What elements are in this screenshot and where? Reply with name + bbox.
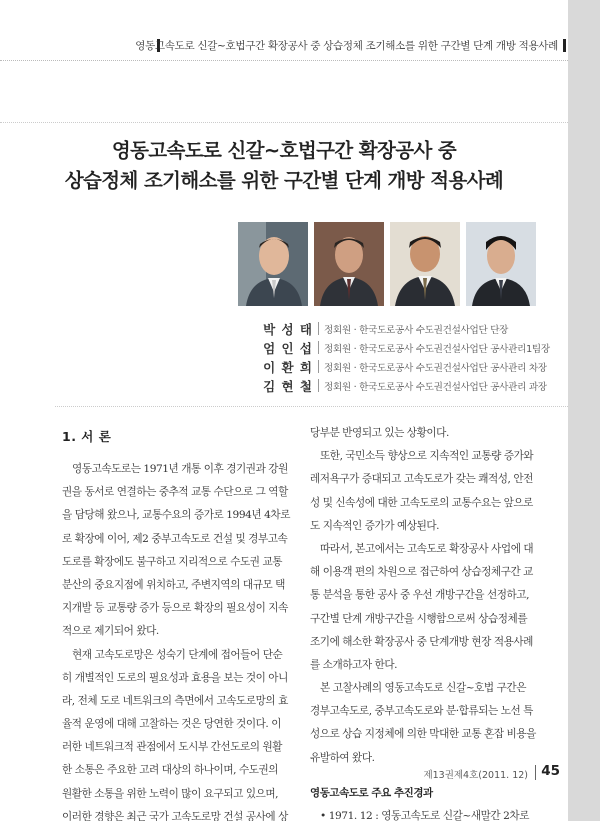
author-photo-1 — [238, 222, 308, 306]
author-separator — [318, 379, 319, 392]
author-row — [0, 339, 568, 357]
section-heading: 1. 서 론 — [62, 429, 112, 444]
body-column-left — [62, 428, 294, 821]
title-line-1: 영동고속도로 신갈~호법구간 확장공사 중 — [111, 139, 457, 162]
author-separator — [318, 360, 319, 373]
author-photo-4 — [466, 222, 536, 306]
text-line: 율적 운영에 대해 고찰하는 것은 당연한 것이다. 이 — [62, 718, 282, 731]
author-affiliation: 정회원 · 한국도로공사 수도권건설사업단 단장 — [324, 325, 509, 336]
text-line: 도 지속적인 증가가 예상된다. — [310, 519, 440, 532]
text-line: 를 소개하고자 한다. — [310, 658, 398, 671]
page-number: 45 — [541, 763, 560, 779]
author-affiliation: 정회원 · 한국도로공사 수도권건설사업단 공사관리 차장 — [324, 363, 547, 374]
text-line: 히 개별적인 도로의 필요성과 효용을 보는 것이 아니 — [62, 671, 288, 684]
footer-separator — [535, 765, 536, 780]
page-footer — [360, 764, 560, 780]
text-line: 라, 전체 도로 네트워크의 측면에서 고속도로망의 효 — [62, 694, 288, 707]
header-rule — [0, 60, 568, 61]
author-name: 김 현 철 — [263, 379, 313, 394]
article-title — [0, 122, 568, 204]
body-column-right — [310, 422, 542, 821]
text-line: 레저욕구가 증대되고 고속도로가 갖는 쾌적성, 안전 — [310, 473, 533, 486]
author-photos — [238, 222, 538, 306]
text-line: 로 확장에 이어, 제2 중부고속도로 건설 및 경부고속 — [62, 532, 288, 545]
text-line: 분산의 중요지점에 위치하고, 주변지역의 대규모 택 — [62, 578, 285, 591]
author-separator — [318, 322, 319, 335]
sub-heading: 영동고속도로 주요 추진경과 — [310, 786, 433, 799]
text-line: 구간별 단계 개방구간을 시행함으로써 상습정체를 — [310, 612, 528, 625]
author-separator — [318, 341, 319, 354]
author-affiliation: 정회원 · 한국도로공사 수도권건설사업단 공사관리1팀장 — [324, 344, 550, 355]
timeline-list — [310, 805, 542, 821]
text-line: 조기에 해소한 확장공사 중 단계개방 현장 적용사례 — [310, 635, 533, 648]
text-line: 원활한 소통을 위한 노력이 많이 요구되고 있으며, — [62, 787, 279, 800]
text-line: 해 이용객 편의 차원으로 접근하여 상습정체구간 교 — [310, 566, 533, 579]
running-header — [0, 30, 568, 60]
text-line: 지개발 등 교통량 증가 등으로 확장의 필요성이 지속 — [62, 602, 288, 615]
text-line: 경부고속도로, 중부고속도로와 분·합류되는 노선 특 — [310, 705, 533, 718]
text-line: 유발하여 왔다. — [310, 751, 375, 764]
section-divider — [55, 406, 568, 407]
text-line: 을 담당해 왔으나, 교통수요의 증가로 1994년 4차로 — [62, 509, 290, 522]
header-bar-right — [563, 39, 566, 52]
right-column-text — [310, 422, 542, 770]
text-line: 도로를 확장에도 불구하고 지리적으로 수도권 교통 — [62, 555, 283, 568]
text-line: 영동고속도로는 1971년 개통 이후 경기권과 강원 — [72, 463, 288, 475]
side-strip — [568, 0, 600, 821]
author-row — [0, 358, 568, 376]
text-line: 권을 동서로 연결하는 중추적 교통 수단으로 그 역할 — [62, 486, 288, 499]
text-line: 이러한 경향은 최근 국가 고속도로망 건설 공사에 상 — [62, 810, 288, 821]
text-line: • 1971. 12 : 영동고속도로 신갈~새말간 2차로 — [320, 810, 529, 821]
text-line: 또한, 국민소득 향상으로 지속적인 교통량 증가와 — [320, 450, 534, 463]
running-header-text: 영동고속도로 신갈~호법구간 확장공사 중 상습정체 조기해소를 위한 구간별 단계 개방 적용사례 — [135, 40, 558, 52]
text-line: 성으로 상습 지정체에 의한 막대한 교통 혼잡 비용을 — [310, 728, 536, 741]
text-line: 적으로 제기되어 왔다. — [62, 625, 159, 638]
text-line: 현재 고속도로망은 성숙기 단계에 접어들어 단순 — [72, 648, 283, 661]
text-line: 통 분석을 통한 공사 중 우선 개방구간을 선정하고, — [310, 589, 530, 602]
author-row — [0, 320, 568, 338]
text-line: 러한 네트워크적 관점에서 도시부 간선도로의 원활 — [62, 741, 283, 754]
text-line: 따라서, 본고에서는 고속도로 확장공사 사업에 대 — [320, 542, 534, 555]
issue-info: 제13권제4호(2011. 12) — [423, 770, 528, 781]
text-line: 본 고찰사례의 영동고속도로 신갈~호법 구간은 — [320, 682, 526, 695]
title-line-2: 상습정체 조기해소를 위한 구간별 단계 개방 적용사례 — [64, 169, 504, 192]
text-line: 당부분 반영되고 있는 상황이다. — [310, 427, 449, 439]
author-photo-3 — [390, 222, 460, 306]
author-photo-2 — [314, 222, 384, 306]
author-name: 엄 인 섭 — [263, 341, 313, 356]
text-line: 성 및 신속성에 대한 고속도로의 교통수요는 앞으로 — [310, 496, 533, 509]
author-row — [0, 377, 568, 395]
left-column-text — [62, 458, 294, 821]
text-line: 한 소통은 주요한 고려 대상의 하나이며, 수도권의 — [62, 764, 279, 777]
author-name: 이 환 희 — [263, 360, 313, 375]
author-affiliation: 정회원 · 한국도로공사 수도권건설사업단 공사관리 과장 — [324, 382, 547, 393]
author-name: 박 성 태 — [263, 322, 313, 337]
